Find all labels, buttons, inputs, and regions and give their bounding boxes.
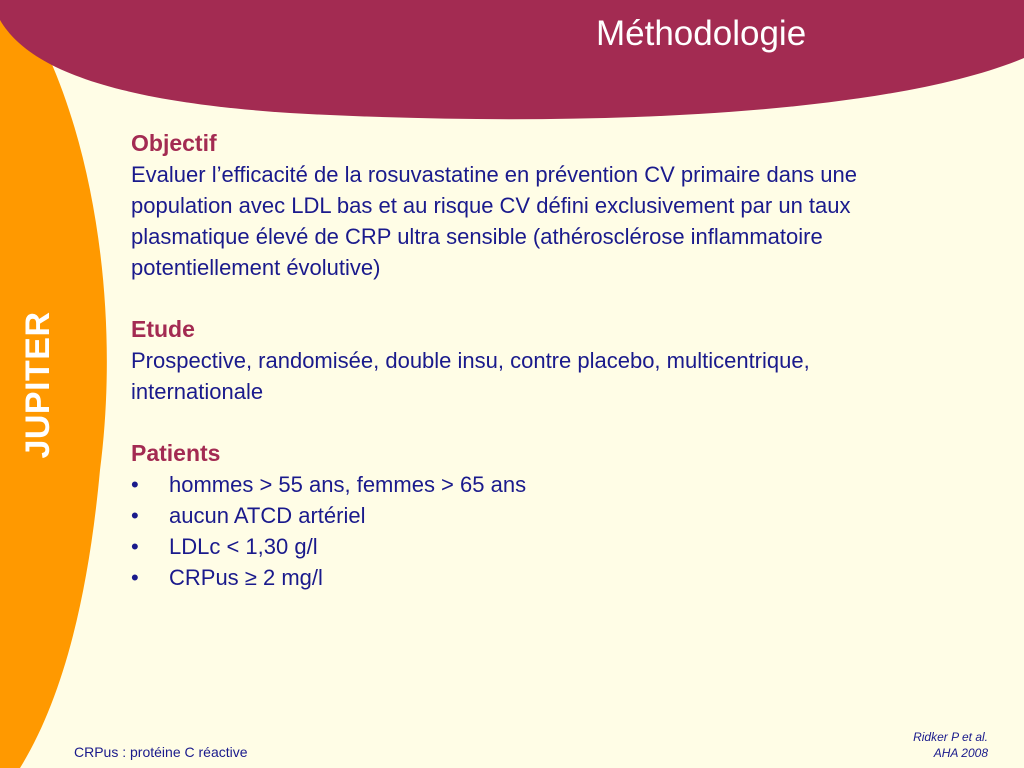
citation-authors: Ridker P et al. (913, 730, 988, 744)
footnote: CRPus : protéine C réactive (74, 744, 248, 760)
citation (913, 729, 988, 761)
etude-heading: Etude (131, 316, 195, 342)
patients-list (131, 469, 946, 593)
list-item: • LDLc < 1,30 g/l (131, 531, 946, 562)
list-item: • aucun ATCD artériel (131, 500, 946, 531)
header-band (0, 0, 1024, 119)
list-item: • hommes > 55 ans, femmes > 65 ans (131, 469, 946, 500)
objectif-heading: Objectif (131, 130, 217, 156)
citation-source: AHA 2008 (933, 746, 988, 760)
study-name-label: JUPITER (19, 311, 57, 459)
spacer (131, 283, 946, 314)
page-title: Méthodologie (596, 14, 807, 53)
slide-content (131, 128, 946, 593)
list-item: • CRPus ≥ 2 mg/l (131, 562, 946, 593)
patients-heading: Patients (131, 440, 221, 466)
etude-text: Prospective, randomisée, double insu, contre placebo, multicentrique, internationale (131, 348, 810, 404)
spacer (131, 407, 946, 438)
objectif-text: Evaluer l’efficacité de la rosuvastatine en prévention CV primaire dans une population avec LDL bas et au risque CV défini exclusivement par un taux plasmatique élevé de CRP ultra sensible (athérosclérose inflammatoire potentiellement évolutive) (131, 162, 857, 280)
